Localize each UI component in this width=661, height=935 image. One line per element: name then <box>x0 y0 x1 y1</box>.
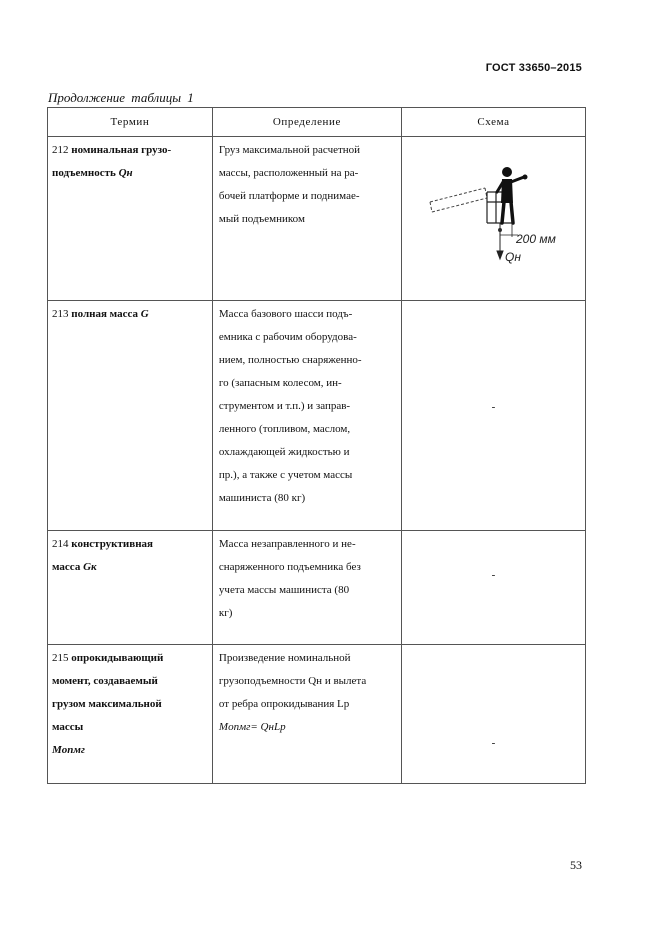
definition-line: кг) <box>218 607 233 619</box>
definition-line: учета массы машиниста (80 <box>218 584 350 596</box>
term-number: 213 <box>52 308 69 320</box>
definition-line: пр.), а также с учетом массы <box>218 469 353 481</box>
scheme-cell <box>401 301 585 531</box>
definition-line: охлаждающей жидкостью и <box>218 446 350 458</box>
term-name: конструктивная <box>71 538 153 550</box>
term-symbol: Mопмг <box>52 744 85 756</box>
dimension-label: 200 мм <box>515 232 556 246</box>
definition-line: от ребра опрокидывания Lр <box>218 698 350 710</box>
term-name: номинальная грузо- <box>71 144 172 156</box>
dashed-boom <box>430 188 487 212</box>
term-cell <box>48 531 213 645</box>
definition-line: Масса базового шасси подъ- <box>218 308 353 320</box>
term-name: массы <box>52 721 84 733</box>
definition-line: Масса незаправленного и не- <box>218 538 356 550</box>
formula: Mопмг= QнLр <box>218 721 286 733</box>
load-capacity-diagram <box>402 137 585 301</box>
term-name: подъемность <box>52 167 116 179</box>
term-cell <box>48 301 213 531</box>
definition-cell <box>212 137 401 301</box>
definition-line: Произведение номинальной <box>218 652 351 664</box>
definition-cell <box>212 301 401 531</box>
definition-cell <box>212 645 401 784</box>
term-symbol: Qн <box>118 167 133 179</box>
term-name: момент, создаваемый <box>52 675 158 687</box>
scheme-cell <box>401 531 585 645</box>
scheme-empty-dash: - <box>491 569 496 581</box>
document-code: ГОСТ 33650–2015 <box>485 62 582 74</box>
table-row <box>48 301 586 531</box>
terms-table <box>47 107 586 784</box>
definition-line: струментом и т.п.) и заправ- <box>218 400 351 412</box>
definition-line: емника с рабочим оборудова- <box>218 331 357 343</box>
term-name: грузом максимальной <box>52 698 162 710</box>
force-arrow <box>497 223 503 259</box>
term-number: 212 <box>52 144 69 156</box>
definition-line: нием, полностью снаряженно- <box>218 354 362 366</box>
definition-line: мый подъемником <box>218 213 305 225</box>
definition-line: ленного (топливом, маслом, <box>218 423 351 435</box>
definition-line: снаряженного подъемника без <box>218 561 361 573</box>
table-row <box>48 645 586 784</box>
table-header-row <box>48 108 586 137</box>
force-label: Qн <box>504 250 521 264</box>
definition-line: массы, расположенный на ра- <box>218 167 359 179</box>
column-header-term: Термин <box>48 108 213 137</box>
column-header-scheme: Схема <box>401 108 585 137</box>
term-cell <box>48 645 213 784</box>
definition-line: го (запасным колесом, ин- <box>218 377 342 389</box>
table-caption: Продолжение таблицы 1 <box>48 90 194 105</box>
term-name: масса <box>52 561 81 573</box>
person-figure <box>497 167 528 223</box>
scheme-empty-dash: - <box>491 737 496 749</box>
table-row <box>48 531 586 645</box>
definition-line: бочей платформе и поднимае- <box>218 190 360 202</box>
term-number: 215 <box>52 652 69 664</box>
definition-line: грузоподъемности Qн и вылета <box>218 675 367 687</box>
term-name: опрокидывающий <box>71 652 164 664</box>
term-number: 214 <box>52 538 69 550</box>
page-number: 53 <box>570 858 582 872</box>
term-name: полная масса <box>71 308 138 320</box>
definition-line: машиниста (80 кг) <box>218 492 306 504</box>
scheme-empty-dash: - <box>491 401 496 413</box>
definition-cell <box>212 531 401 645</box>
term-cell <box>48 137 213 301</box>
definition-line: Груз максимальной расчетной <box>218 144 361 156</box>
column-header-definition: Определение <box>212 108 401 137</box>
term-symbol: G <box>140 308 149 320</box>
scheme-cell <box>401 137 585 301</box>
scheme-cell <box>401 645 585 784</box>
term-symbol: Gк <box>83 561 97 573</box>
table-row <box>48 137 586 301</box>
